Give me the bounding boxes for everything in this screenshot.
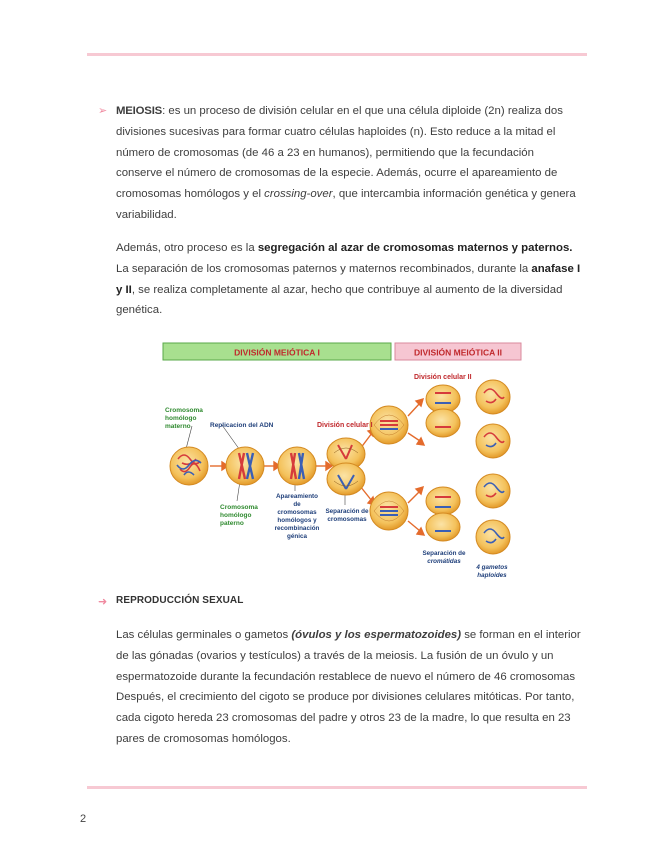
- svg-text:homólogo: homólogo: [220, 512, 252, 519]
- cell-division-one: [327, 438, 365, 495]
- anaphase-highlight: anafase I y II: [116, 262, 581, 296]
- cell-division-two-top: [426, 385, 460, 437]
- chromatids-label: [422, 550, 466, 565]
- svg-text:4 gametos: 4 gametos: [476, 564, 508, 571]
- svg-text:génica: génica: [287, 533, 307, 540]
- reproduction-text-tail: se forman en el interior de las gónadas (ovarios y testículos) a través de la meiosis. La fusión de un óvulo y un espermatozoide durante la fecundación restablece de nuevo el número de 46 cromosomas Después, el crecimiento del cigoto se produce por divisiones celulares mitóticas. Por tanto, cada cigoto hereda 23 cromosomas del padre y otros 23 de la madre, lo que resulta en 23 pares de cromosomas homólogos.: [116, 629, 581, 745]
- meiosis-text-lead: : es un proceso de división celular en el que una célula diploide (2n) realiza dos divisiones sucesivas para formar cuatro células haploides (n). Esto reduce a la mitad el número de cromosomas (de 46 a 23 en humanos), permitiendo que la fecundación conserve el número de cromosomas de la especie. Además, ocurre el apareamiento de cromosomas homólogos y el: [116, 105, 563, 201]
- division-one-label: División celular I: [317, 422, 373, 429]
- division-two-label: División celular II: [414, 374, 472, 381]
- gametes-highlight: (óvulos y los espermatozoides): [291, 629, 462, 641]
- crossing-over-term: crossing-over: [264, 188, 333, 201]
- svg-text:cromátidas: cromátidas: [427, 558, 461, 565]
- meiosis-diagram: [162, 341, 522, 585]
- reproduction-text-lead: Las células germinales o gametos: [116, 629, 292, 641]
- svg-text:paterno: paterno: [220, 520, 244, 527]
- reproduction-paragraph: [116, 625, 581, 750]
- meiosis-paragraph: [116, 101, 581, 226]
- svg-text:haploides: haploides: [477, 572, 507, 579]
- svg-text:materno: materno: [165, 423, 191, 430]
- segregation-text-lead: Además, otro proceso es la: [116, 242, 258, 254]
- arrow-bullet-icon: ➢: [98, 105, 108, 117]
- segregation-highlight: segregación al azar de cromosomas maternos y paternos.: [257, 242, 573, 254]
- svg-text:de: de: [293, 501, 301, 508]
- cell-interphase: [170, 447, 208, 485]
- svg-text:Cromosoma: Cromosoma: [165, 407, 203, 414]
- cell-replication: [226, 447, 264, 485]
- top-divider: [87, 53, 587, 56]
- meiosis-text-tail: , que intercambia información genética y genera variabilidad.: [116, 188, 576, 221]
- meiosis-term: MEIOSIS: [116, 105, 163, 117]
- cell-metaphase-top: [370, 406, 408, 444]
- division-one-header: DIVISIÓN MEIÓTICA I: [234, 347, 320, 358]
- svg-text:homólogos y: homólogos y: [277, 517, 317, 524]
- arrow-bullet-icon: ➜: [98, 596, 108, 608]
- cell-division-two-bottom: [426, 487, 460, 541]
- svg-text:Apareamiento: Apareamiento: [276, 493, 318, 500]
- svg-text:Cromosoma: Cromosoma: [220, 504, 258, 511]
- pairing-label: [275, 493, 320, 540]
- bottom-divider: [87, 786, 587, 789]
- segregation-paragraph: [116, 238, 581, 321]
- cell-pairing: [278, 447, 316, 485]
- svg-text:cromosomas: cromosomas: [327, 516, 367, 523]
- paternal-label: [220, 504, 258, 527]
- svg-text:homólogo: homólogo: [165, 415, 197, 422]
- replication-label: Replicacion del ADN: [210, 422, 274, 429]
- reproduction-heading: REPRODUCCIÓN SEXUAL: [116, 595, 244, 606]
- segregation-text-mid: La separación de los cromosomas paternos y maternos recombinados, durante la: [116, 262, 532, 275]
- svg-text:cromosomas: cromosomas: [277, 509, 317, 516]
- leader-lines: [186, 425, 345, 505]
- segregation-text-tail: , se realiza completamente al azar, hecho que contribuye al aumento de la diversidad genética.: [116, 283, 563, 317]
- separation-label: [325, 508, 369, 523]
- svg-text:Separación de: Separación de: [325, 508, 369, 515]
- cell-metaphase-bottom: [370, 492, 408, 530]
- division-two-header: DIVISIÓN MEIÓTICA II: [414, 347, 502, 358]
- gamete-cells: [476, 380, 510, 554]
- svg-text:Separación de: Separación de: [422, 550, 466, 557]
- svg-text:recombinación: recombinación: [274, 525, 320, 532]
- maternal-label: [165, 407, 203, 430]
- page-number: 2: [80, 813, 87, 825]
- gametes-label: [475, 564, 508, 579]
